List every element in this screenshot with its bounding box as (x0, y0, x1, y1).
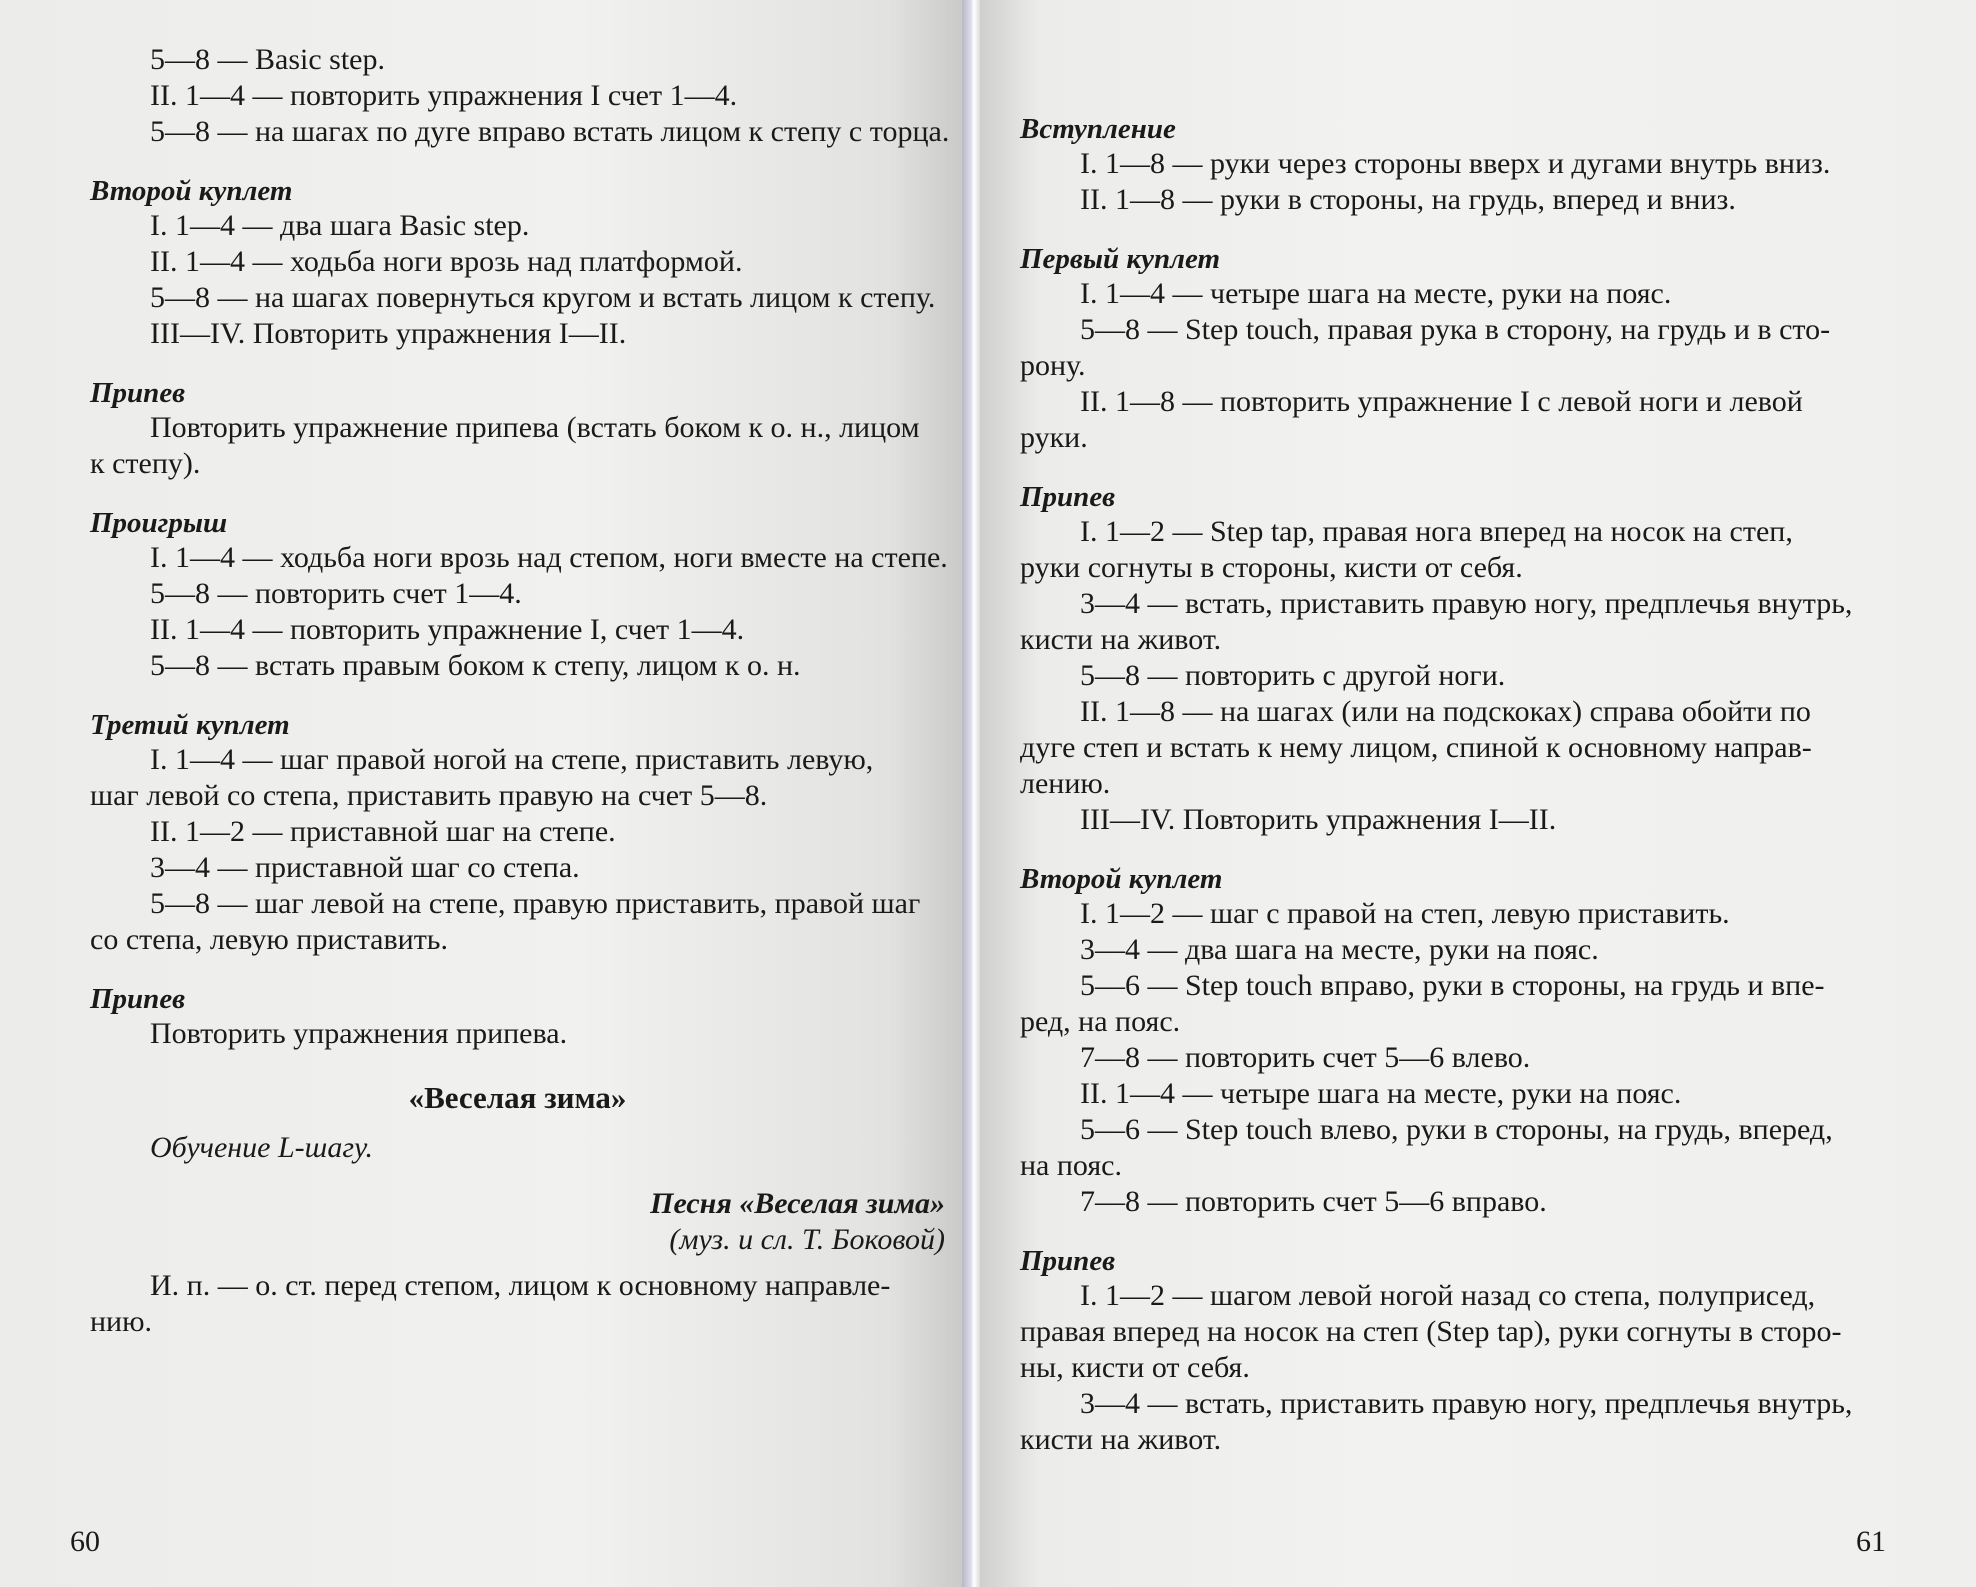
text-line: II. 1—8 — повторить упражнение I с левой ноги и левой (1080, 385, 1803, 418)
text-line: III—IV. Повторить упражнения I—II. (150, 317, 627, 350)
text-line: кисти на живот. (1020, 1423, 1222, 1456)
text-line: I. 1—2 — шагом левой ногой назад со степа, полуприсед, (1080, 1279, 1816, 1312)
text-line: 5—8 — встать правым боком к степу, лицом к о. н. (150, 649, 801, 682)
text-line: 5—8 — повторить с другой ноги. (1080, 659, 1506, 692)
text-line: 3—4 — встать, приставить правую ногу, предплечья внутрь, (1080, 587, 1853, 620)
text-line: руки. (1020, 421, 1088, 454)
text-line: II. 1—4 — повторить упражнения I счет 1—4. (150, 79, 738, 112)
right-page (980, 0, 1976, 1587)
text-line: рону. (1020, 349, 1086, 382)
song-credit-authors: (муз. и сл. Т. Боковой) (669, 1223, 945, 1256)
section-heading: Второй куплет (90, 175, 293, 207)
text-line: 5—8 — на шагах по дуге вправо встать лицом к степу с торца. (150, 115, 950, 148)
section-heading: Второй куплет (1020, 863, 1223, 895)
text-line: к степу). (90, 447, 201, 480)
left-page-text (90, 42, 950, 1340)
text-line: I. 1—8 — руки через стороны вверх и дугами внутрь вниз. (1080, 147, 1831, 180)
text-line: II. 1—2 — приставной шаг на степе. (150, 815, 616, 848)
text-line: 5—8 — Step touch, правая рука в сторону, на грудь и в сто- (1080, 313, 1831, 346)
text-line: 3—4 — встать, приставить правую ногу, предплечья внутрь, (1080, 1387, 1853, 1420)
song-credit-title: Песня «Веселая зима» (650, 1187, 945, 1220)
text-line: на пояс. (1020, 1149, 1122, 1182)
text-line: 5—8 — Basic step. (150, 43, 385, 76)
text-line: 5—8 — на шагах повернуться кругом и встать лицом к степу. (150, 281, 936, 314)
section-heading: Припев (1020, 1245, 1116, 1277)
section-heading: Припев (90, 983, 186, 1015)
section-heading: Проигрыш (90, 507, 228, 539)
text-line: ны, кисти от себя. (1020, 1351, 1250, 1384)
right-page-text (1020, 112, 1866, 1458)
song-title: «Веселая зима» (408, 1080, 627, 1115)
text-line: II. 1—8 — руки в стороны, на грудь, вперед и вниз. (1080, 183, 1736, 216)
italic-note: Обучение L-шагу. (150, 1131, 373, 1164)
text-line: II. 1—4 — повторить упражнение I, счет 1—4. (150, 613, 745, 646)
text-line: Повторить упражнение припева (встать боком к о. н., лицом (150, 411, 920, 444)
text-line: II. 1—4 — четыре шага на месте, руки на пояс. (1080, 1077, 1682, 1110)
text-line: И. п. — о. ст. перед степом, лицом к основному направле- (150, 1269, 891, 1302)
text-line: 5—8 — повторить счет 1—4. (150, 577, 522, 610)
text-line: 5—8 — шаг левой на степе, правую приставить, правой шаг (150, 887, 921, 920)
text-line: дуге степ и встать к нему лицом, спиной к основному направ- (1020, 731, 1812, 764)
text-line: I. 1—4 — ходьба ноги врозь над степом, ноги вместе на степе. (150, 541, 948, 574)
text-line: I. 1—4 — четыре шага на месте, руки на пояс. (1080, 277, 1672, 310)
text-line: 7—8 — повторить счет 5—6 влево. (1080, 1041, 1531, 1074)
text-line: 5—6 — Step touch вправо, руки в стороны, на грудь и впе- (1080, 969, 1825, 1002)
text-line: I. 1—4 — шаг правой ногой на степе, приставить левую, (150, 743, 874, 776)
text-line: I. 1—4 — два шага Basic step. (150, 209, 530, 242)
text-line: правая вперед на носок на степ (Step tap), руки согнуты в сторо- (1020, 1315, 1842, 1348)
text-line: 5—6 — Step touch влево, руки в стороны, на грудь, вперед, (1080, 1113, 1833, 1146)
left-page (0, 0, 965, 1587)
left-page-number: 60 (70, 1525, 100, 1558)
text-line: шаг левой со степа, приставить правую на счет 5—8. (90, 779, 768, 812)
text-line: I. 1—2 — Step tap, правая нога вперед на носок на степ, (1080, 515, 1793, 548)
section-heading: Вступление (1020, 113, 1176, 145)
text-line: лению. (1020, 767, 1111, 800)
text-line: II. 1—8 — на шагах (или на подскоках) справа обойти по (1080, 695, 1811, 728)
section-heading: Третий куплет (90, 709, 290, 741)
text-line: кисти на живот. (1020, 623, 1222, 656)
text-line: нию. (90, 1305, 153, 1338)
text-line: 3—4 — два шага на месте, руки на пояс. (1080, 933, 1599, 966)
section-heading: Первый куплет (1020, 243, 1221, 275)
right-page-number: 61 (1856, 1525, 1886, 1558)
text-line: III—IV. Повторить упражнения I—II. (1080, 803, 1557, 836)
text-line: ред, на пояс. (1020, 1005, 1181, 1038)
text-line: 7—8 — повторить счет 5—6 вправо. (1080, 1185, 1547, 1218)
section-heading: Припев (1020, 481, 1116, 513)
text-line: I. 1—2 — шаг с правой на степ, левую приставить. (1080, 897, 1730, 930)
text-line: со степа, левую приставить. (90, 923, 448, 956)
section-heading: Припев (90, 377, 186, 409)
text-line: II. 1—4 — ходьба ноги врозь над платформой. (150, 245, 743, 278)
text-line: руки согнуты в стороны, кисти от себя. (1020, 551, 1523, 584)
text-line: 3—4 — приставной шаг со степа. (150, 851, 580, 884)
text-line: Повторить упражнения припева. (150, 1017, 568, 1050)
